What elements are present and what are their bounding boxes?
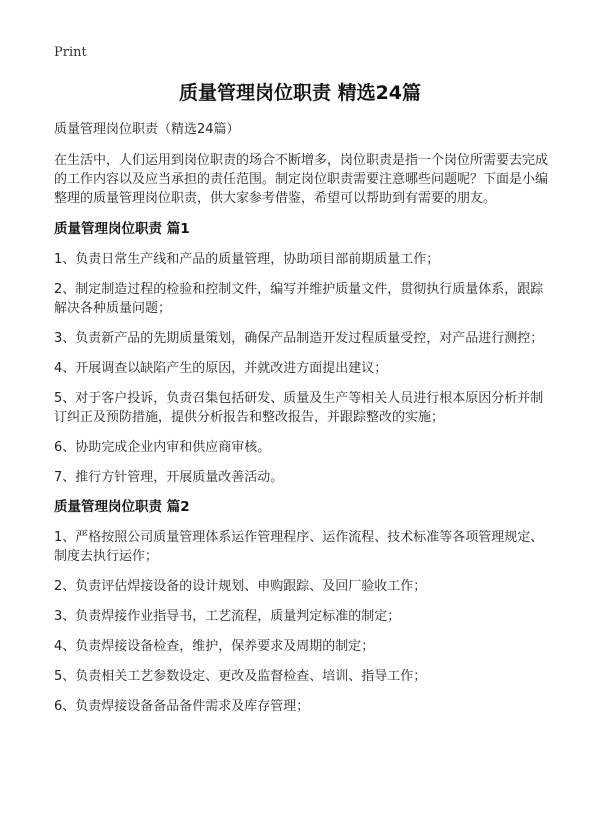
list-item: 5、负责相关工艺参数设定、更改及监督检查、培训、指导工作； bbox=[54, 669, 427, 684]
list-item: 4、负责焊接设备检查，维护，保养要求及周期的制定； bbox=[54, 639, 375, 654]
list-item: 4、开展调查以缺陷产生的原因，并就改进方面提出建议； bbox=[54, 361, 388, 376]
section-heading: 质量管理岗位职责 篇2 bbox=[54, 499, 190, 515]
document-subtitle: 质量管理岗位职责（精选24篇） bbox=[54, 122, 240, 137]
list-item: 6、协助完成企业内审和供应商审核。 bbox=[54, 440, 271, 455]
list-item: 5、对于客户投诉，负责召集包括研发、质量及生产等相关人员进行根本原因分析并制订纠正及预防措施，提供分析报告和整改报告，并跟踪整改的实施； bbox=[54, 391, 544, 425]
section-2 bbox=[54, 498, 554, 716]
section-1 bbox=[54, 220, 554, 487]
list-item: 2、负责评估焊接设备的设计规划、申购跟踪、及回厂验收工作； bbox=[54, 579, 427, 594]
list-item: 1、负责日常生产线和产品的质量管理，协助项目部前期质量工作； bbox=[54, 252, 440, 267]
list-item: 1、严格按照公司质量管理体系运作管理程序、运作流程、技术标准等各项管理规定、制度去执行运作； bbox=[54, 530, 544, 564]
intro-paragraph: 在生活中，人们运用到岗位职责的场合不断增多，岗位职责是指一个岗位所需要去完成的工作内容以及应当承担的责任范围。制定岗位职责需要注意哪些问题呢？下面是小编整理的质量管理岗位职责，供大家参考借鉴，希望可以帮助到有需要的朋友。 bbox=[54, 153, 549, 206]
section-heading: 质量管理岗位职责 篇1 bbox=[54, 221, 190, 237]
document-title: 质量管理岗位职责 精选24篇 bbox=[178, 82, 422, 104]
list-item: 6、负责焊接设备备品备件需求及库存管理； bbox=[54, 699, 310, 714]
print-label[interactable]: Print bbox=[54, 45, 87, 60]
document-body bbox=[54, 120, 554, 727]
list-item: 3、负责新产品的先期质量策划，确保产品制造开发过程质量受控，对产品进行测控； bbox=[54, 331, 544, 346]
list-item: 3、负责焊接作业指导书，工艺流程，质量判定标准的制定； bbox=[54, 609, 401, 624]
list-item: 7、推行方针管理，开展质量改善活动。 bbox=[54, 470, 284, 485]
list-item: 2、制定制造过程的检验和控制文件，编写并维护质量文件，贯彻执行质量体系，跟踪解决各种质量问题； bbox=[54, 282, 544, 316]
